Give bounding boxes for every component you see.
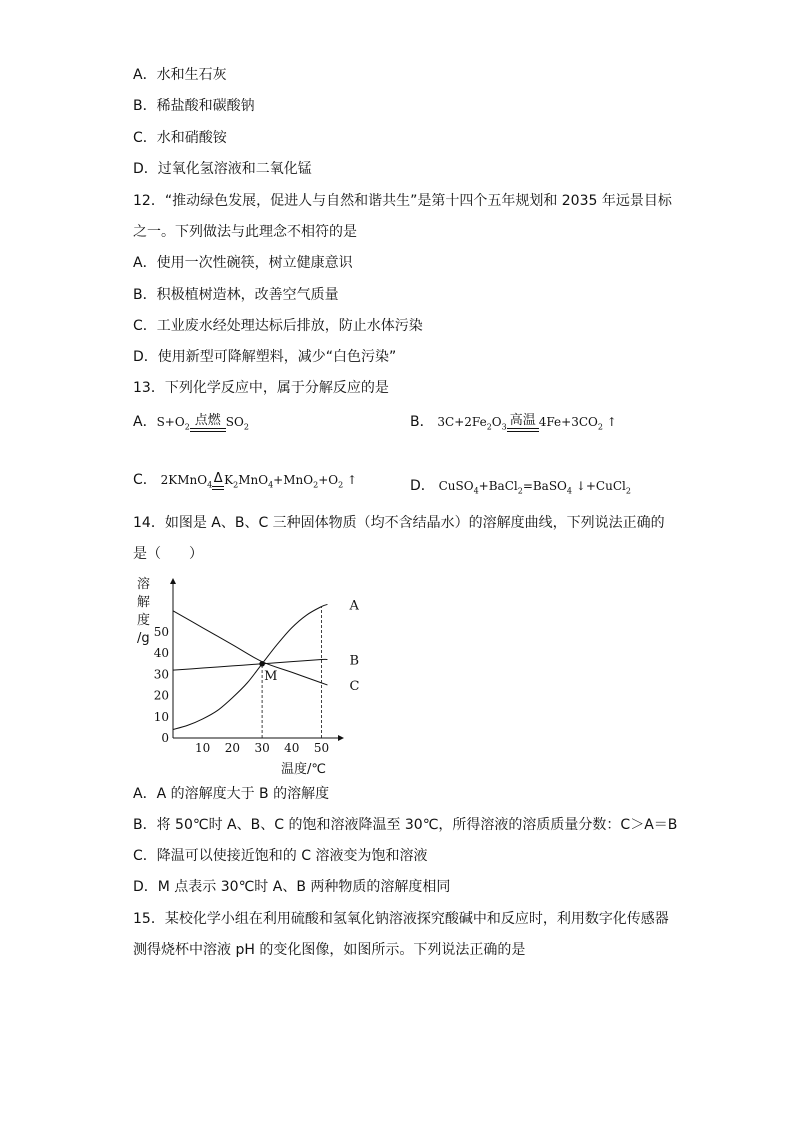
solubility-chart [133, 572, 363, 752]
y-tick-label: 20 [153, 688, 169, 703]
q14-stem-line1: 14．如图是 A、B、C 三种固体物质（均不含结晶水）的溶解度曲线，下列说法正确的 [133, 515, 665, 531]
series-b-label: B [349, 653, 360, 669]
y-axis-label-3: 度 [137, 613, 151, 628]
q13-option-a [133, 412, 249, 437]
point-m [259, 661, 265, 667]
x-tick-label: 10 [195, 741, 211, 752]
condition: 高温 [509, 413, 536, 429]
y-axis-arrow [170, 578, 176, 584]
x-axis-label: 温度/℃ [281, 762, 326, 777]
q13-option-d [410, 476, 631, 501]
point-m-label: M [264, 668, 278, 684]
q14-option-d: D．M 点表示 30℃时 A、B 两种物质的溶解度相同 [133, 879, 451, 895]
x-tick-label: 50 [313, 741, 330, 752]
q15-stem-line2: 测得烧杯中溶液 pH 的变化图像，如图所示。下列说法正确的是 [133, 942, 526, 958]
equation: CuSO$_4$+BaCl$_2$=BaSO$_4$ ↓+CuCl$_2$ [434, 479, 631, 496]
q12-option-b: B．积极植树造林，改善空气质量 [133, 287, 339, 303]
q15-stem-line1: 15．某校化学小组在利用硫酸和氢氧化钠溶液探究酸碱中和反应时，利用数字化传感器 [133, 911, 669, 927]
q11-option-a: A．水和生石灰 [133, 67, 227, 83]
y-tick-label: 30 [153, 667, 169, 682]
option-label: D． [410, 478, 435, 494]
equation: $S+O_2$ 点燃 $SO_2$ [156, 413, 249, 432]
q13-option-c [133, 470, 357, 495]
option-label: B． [410, 414, 434, 430]
q13-option-b [410, 412, 617, 437]
q12-stem-line2: 之一。下列做法与此理念不相符的是 [133, 224, 357, 240]
q11-option-d: D．过氧化氢溶液和二氧化锰 [133, 161, 312, 177]
q14-option-b: B．将 50℃时 A、B、C 的饱和溶液降温至 30℃，所得溶液的溶质质量分数：C＞A＝B [133, 817, 678, 833]
q14-stem-line2: 是（ ） [133, 546, 203, 562]
option-label: C． [133, 472, 157, 488]
q14-option-a: A．A 的溶解度大于 B 的溶解度 [133, 786, 330, 802]
series-b-line [173, 659, 327, 670]
y-tick-label: 0 [161, 731, 169, 745]
q12-option-a: A．使用一次性碗筷，树立健康意识 [133, 255, 353, 271]
equation: 2KMnO$_4$ Δ $K_2MnO_4+MnO_2+O_2$ ↑ [156, 471, 358, 490]
y-tick-label: 10 [153, 709, 169, 724]
series-c-line [173, 611, 327, 685]
series-a-line [173, 604, 327, 729]
y-axis-label-2: 解 [137, 595, 151, 610]
q14-option-c: C．降温可以使接近饱和的 C 溶液变为饱和溶液 [133, 848, 428, 864]
q11-option-c: C．水和硝酸铵 [133, 130, 227, 146]
y-axis-label-4: /g [137, 631, 150, 646]
q11-option-b: B．稀盐酸和碳酸钠 [133, 98, 255, 114]
condition: 点燃 [194, 413, 221, 429]
option-label: A． [133, 414, 157, 430]
y-axis-label-1: 溶 [137, 577, 151, 592]
x-tick-label: 30 [254, 741, 270, 752]
y-tick-label: 40 [153, 646, 169, 661]
y-tick-label: 50 [153, 625, 169, 639]
q12-stem-line1: 12．“推动绿色发展，促进人与自然和谐共生”是第十四个五年规划和 2035 年远景目标 [133, 193, 672, 209]
x-tick-label: 20 [224, 741, 241, 752]
series-a-label: A [349, 598, 359, 614]
x-axis-arrow [338, 735, 344, 741]
series-c-label: C [349, 679, 360, 694]
condition: Δ [213, 471, 223, 487]
q13-stem: 13．下列化学反应中，属于分解反应的是 [133, 380, 389, 396]
equation: $3C+2Fe_2O_3$ 高温 $4Fe+3CO_2$ ↑ [433, 413, 617, 432]
q12-option-d: D．使用新型可降解塑料，减少“白色污染” [133, 349, 397, 365]
x-tick-label: 40 [284, 741, 300, 752]
q12-option-c: C．工业废水经处理达标后排放，防止水体污染 [133, 318, 423, 334]
